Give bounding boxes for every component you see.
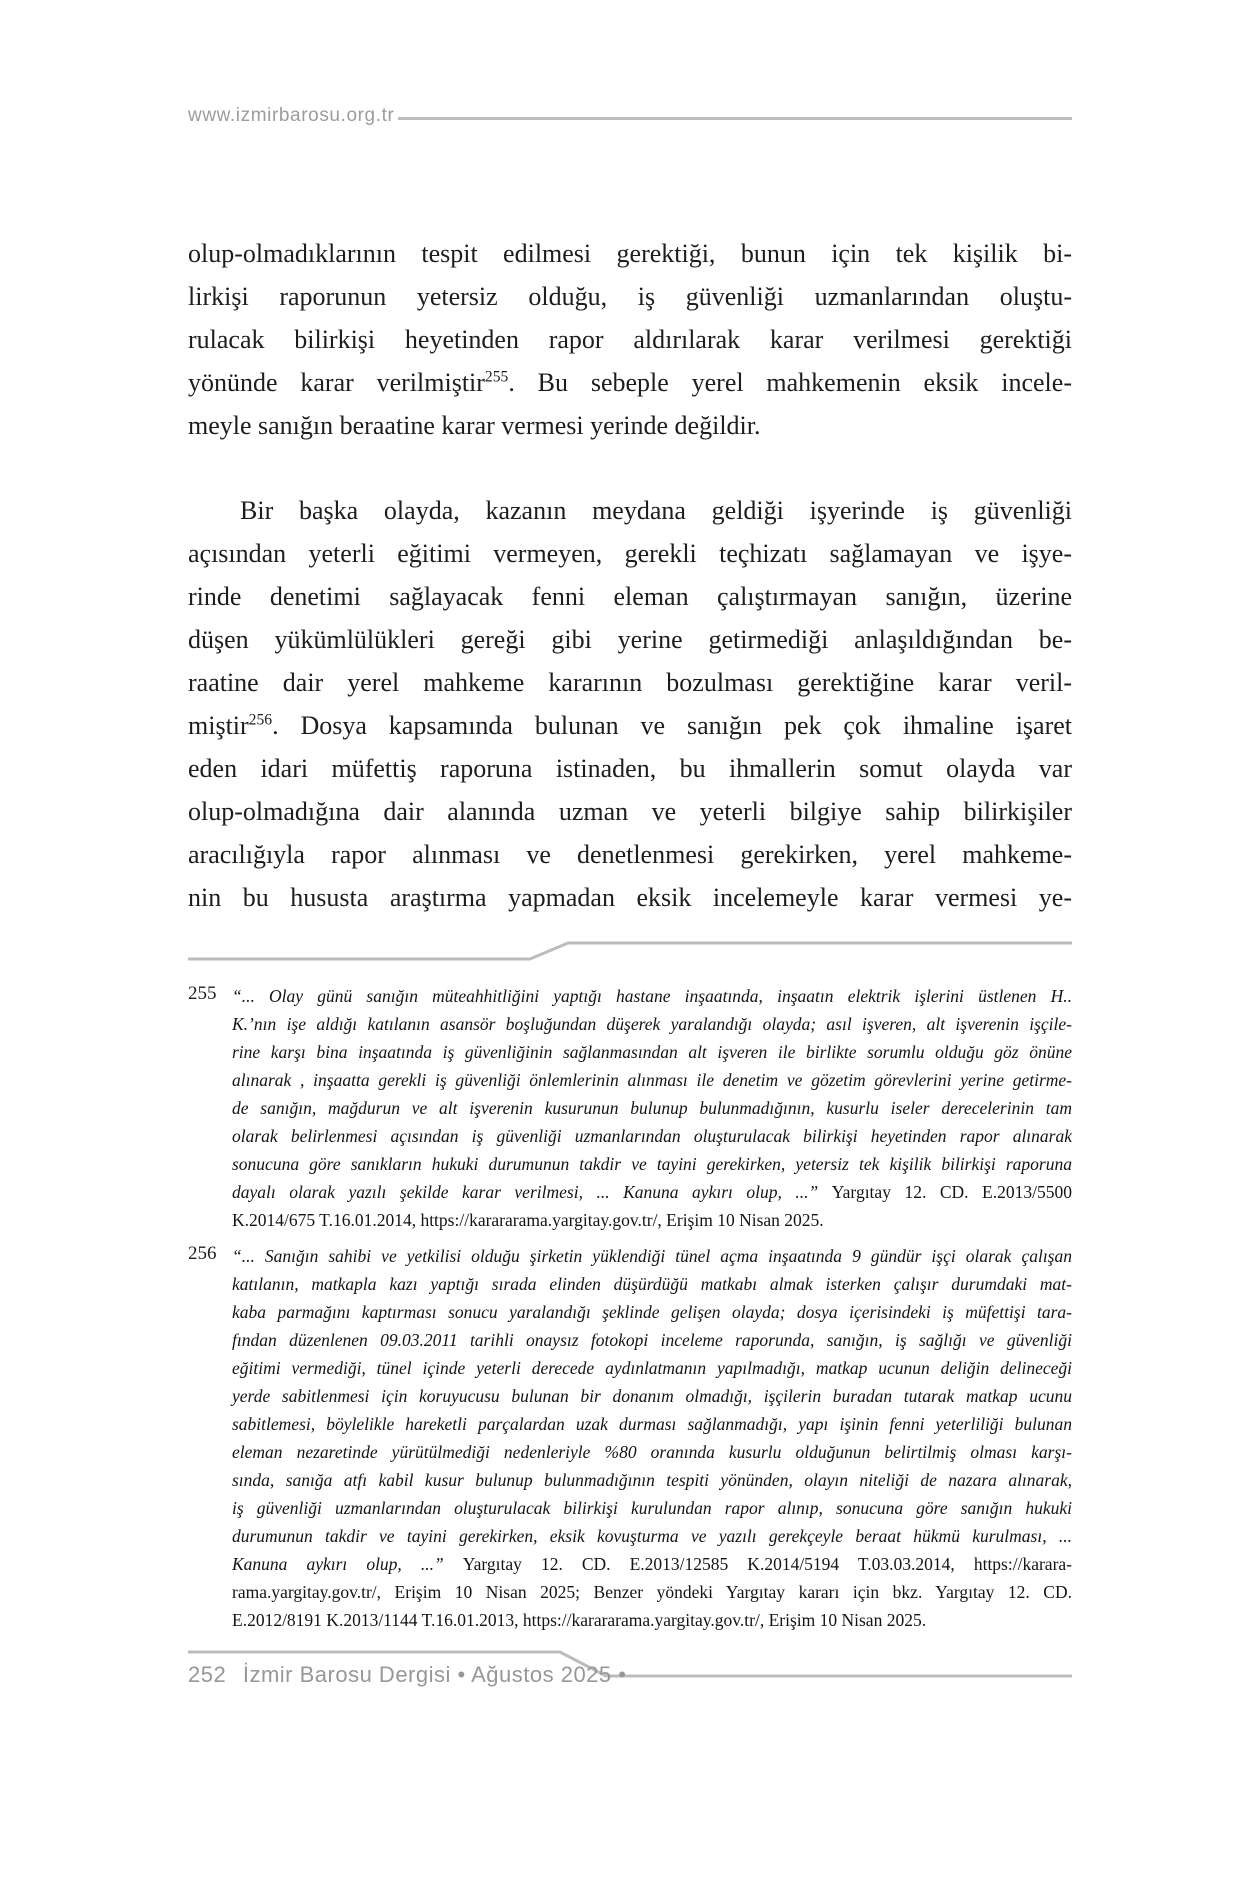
- body-line: raatine dair yerel mahkeme kararının bozulması gerektiğine karar veril-: [188, 668, 1072, 697]
- footnote-line: iş güvenliği uzmanlarından oluşturulacak bilirkişi kurulundan rapor alınıp, sonucuna göre sanığın hukuki: [232, 1498, 1072, 1518]
- footnote-256: [188, 1242, 1072, 1634]
- footnote-line: “... Olay günü sanığın müteahhitliğini yaptığı hastane inşaatında, inşaatın elektrik işlerini üstlenen H..: [232, 986, 1072, 1006]
- footnote-citation-segment: Yargıtay 12. CD. E.2013/12585 K.2014/5194 T.03.03.2014, https://karara-: [462, 1554, 1072, 1574]
- journal-title-line: İzmir Barosu Dergisi • Ağustos 2025 •: [242, 1662, 627, 1687]
- footnote-line: [232, 1550, 1072, 1578]
- footnote-line: K.2014/675 T.16.01.2014, https://karararama.yargitay.gov.tr/, Erişim 10 Nisan 2025.: [232, 1210, 824, 1230]
- body-line: rinde denetimi sağlayacak fenni eleman çalıştırmayan sanığın, üzerine: [188, 582, 1072, 611]
- footnote-line: fından düzenlenen 09.03.2011 tarihli onaysız fotokopi inceleme raporunda, sanığın, iş sağlığı ve güvenliği: [232, 1330, 1072, 1350]
- body-line: olup-olmadıklarının tespit edilmesi gerektiği, bunun için tek kişilik bi-: [188, 239, 1072, 268]
- footnote-line: E.2012/8191 K.2013/1144 T.16.01.2013, https://karararama.yargitay.gov.tr/, Erişim 10 Nisan 2025.: [232, 1610, 927, 1630]
- footnote-line: eleman nezaretinde yürütülmediği nedenleriyle %80 oranında kusurlu olduğunun belirtilmiş olması karşı-: [232, 1442, 1072, 1462]
- body-line: Bir başka olayda, kazanın meydana geldiği işyerinde iş güvenliği: [240, 496, 1072, 525]
- footnote-citation-segment: Yargıtay 12. CD. E.2013/5500: [831, 1182, 1072, 1202]
- body-text-segment: yönünde karar verilmiştir: [188, 368, 485, 397]
- body-line: nin bu hususta araştırma yapmadan eksik incelemeyle karar vermesi ye-: [188, 883, 1072, 912]
- body-line: açısından yeterli eğitimi vermeyen, gerekli teçhizatı sağlamayan ve işye-: [188, 539, 1072, 568]
- footnote-line: yerde sabitlenmesi için koruyucusu bulunan bir donanım olmadığı, işçilerin buradan tutarak matkap ucunu: [232, 1386, 1072, 1406]
- body-text-segment: miştir: [188, 711, 249, 740]
- footnote-line: kaba parmağını kaptırması sonucu yaralandığı şeklinde gelişen olayda; dosya içerisindeki iş müfettişi tara-: [232, 1302, 1072, 1322]
- footnote-line: sonucuna göre sanıkların hukuki durumunun takdir ve tayini gerekirken, yetersiz tek kişilik bilirkişi raporuna: [232, 1154, 1072, 1174]
- footnote-separator-rule: [188, 943, 1072, 959]
- footnote-line: K.’nın işe aldığı katılanın asansör boşluğundan düşerek yaralandığı olayda; asıl işveren, alt işverenin işçile-: [232, 1014, 1072, 1034]
- body-line: düşen yükümlülükleri gereği gibi yerine getirmediği anlaşıldığından be-: [188, 625, 1072, 654]
- footnote-line: durumunun takdir ve tayini gerekirken, eksik kovuşturma ve yazılı gerekçeyle beraat hükmü kurulması, ...: [232, 1526, 1072, 1546]
- body-text: [188, 232, 1072, 919]
- header-website-url: www.izmirbarosu.org.tr: [188, 105, 395, 126]
- body-text-segment: . Bu sebeple yerel mahkemenin eksik incele-: [508, 368, 1072, 397]
- footnote-line: olarak belirlenmesi açısından iş güvenliği uzmanlarından oluşturulacak bilirkişi heyetinden rapor alınarak: [232, 1126, 1072, 1146]
- paragraph-1: [188, 232, 1072, 447]
- footnote-reference-255: 255: [484, 368, 509, 386]
- footnote-line: katılanın, matkapla kazı yaptığı sırada elinden düşürdüğü matkabı almak isterken çalışır durumdaki mat-: [232, 1274, 1072, 1294]
- footnote-line: rine karşı bina inşaatında iş güvenliğinin sağlanmasından alt işveren ile birlikte sorumlu olduğu göz önüne: [232, 1042, 1072, 1062]
- body-line: [188, 361, 1072, 404]
- footnote-255: [188, 982, 1072, 1234]
- body-line: meyle sanığın beraatine karar vermesi yerinde değildir.: [188, 411, 761, 440]
- footnote-line: de sanığın, mağdurun ve alt işverenin kusurunun bulunup bulunmadığının, kusurlu iseler derecelerinin tam: [232, 1098, 1072, 1118]
- header-rule: [398, 117, 1072, 120]
- footnote-line: eğitimi vermediği, tünel içinde yeterli derecede aydınlatmanın yapılmadığı, matkap ucunun deliğin delineceği: [232, 1358, 1072, 1378]
- body-text-segment: . Dosya kapsamında bulunan ve sanığın pek çok ihmaline işaret: [272, 711, 1072, 740]
- footnote-line: sabitlemesi, böylelikle hareketli parçalardan uzak durması sağlanmadığı, yapı işinin fenni yeterliliği bulunan: [232, 1414, 1072, 1434]
- page-footer: [188, 1660, 626, 1690]
- page-number: 252: [188, 1662, 227, 1687]
- footnote-line: alınarak , inşaatta gerekli iş güvenliği önlemlerinin alınması ile denetim ve gözetim görevlerini yerine getirme-: [232, 1070, 1072, 1090]
- footnote-quote-segment: Kanuna aykırı olup, ...”: [232, 1554, 463, 1574]
- footnote-line: rama.yargitay.gov.tr/, Erişim 10 Nisan 2025; Benzer yöndeki Yargıtay kararı için bkz. Yargıtay 12. CD.: [232, 1582, 1072, 1602]
- footnote-reference-256: 256: [248, 711, 273, 729]
- body-line: [188, 704, 1072, 747]
- footnote-number: 256: [188, 1243, 217, 1264]
- footnote-number: 255: [188, 983, 217, 1004]
- footnote-quote-segment: dayalı olarak yazılı şekilde karar verilmesi, ... Kanuna aykırı olup, ...”: [232, 1182, 832, 1202]
- footnote-line: “... Sanığın sahibi ve yetkilisi olduğu şirketin yüklendiği tünel açma inşaatında 9 gündür işçi olarak çalışan: [232, 1246, 1072, 1266]
- body-line: aracılığıyla rapor alınması ve denetlenmesi gerekirken, yerel mahkeme-: [188, 840, 1072, 869]
- body-line: lirkişi raporunun yetersiz olduğu, iş güvenliği uzmanlarından oluştu-: [188, 282, 1072, 311]
- body-line: rulacak bilirkişi heyetinden rapor aldırılarak karar verilmesi gerektiği: [188, 325, 1072, 354]
- page-header: [188, 103, 1072, 129]
- paragraph-2: [188, 489, 1072, 919]
- body-line: eden idari müfettiş raporuna istinaden, bu ihmallerin somut olayda var: [188, 754, 1072, 783]
- footnote-line: [232, 1178, 1072, 1206]
- footnote-line: sında, sanığa atfı kabil kusur bulunup bulunmadığının tespiti yönünden, olayın niteliği de nazara alınarak,: [232, 1470, 1072, 1490]
- body-line: olup-olmadığına dair alanında uzman ve yeterli bilgiye sahip bilirkişiler: [188, 797, 1072, 826]
- footnotes-section: [188, 982, 1072, 1634]
